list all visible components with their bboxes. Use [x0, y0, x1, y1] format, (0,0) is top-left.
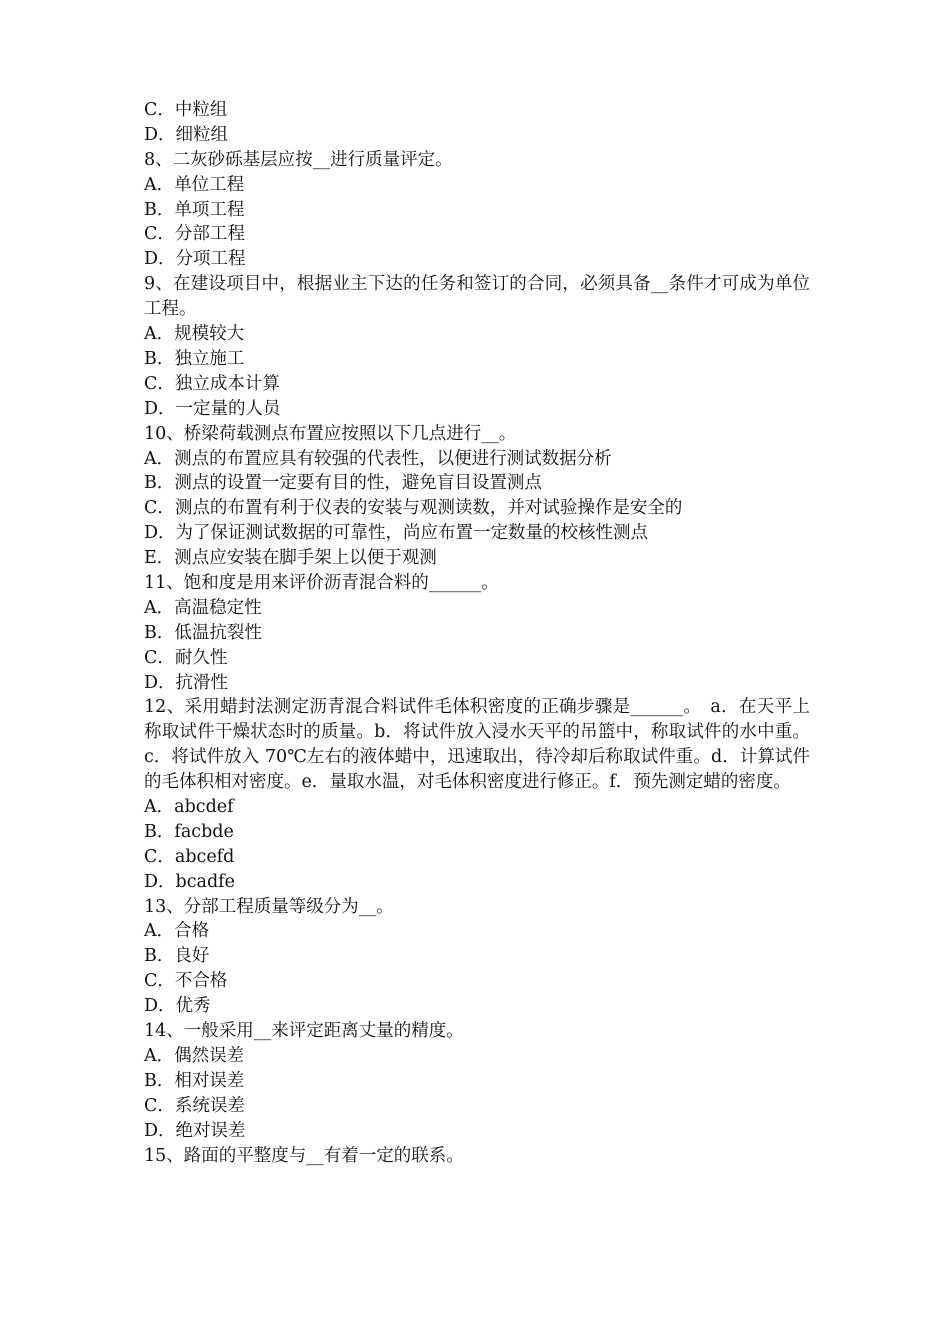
text-line: C．中粒组 — [144, 100, 228, 120]
text-line: C．独立成本计算 — [144, 373, 280, 394]
text-line: B．单项工程 — [144, 199, 245, 220]
text-line: C．abcefd — [144, 846, 235, 867]
text-line: B．相对误差 — [144, 1070, 245, 1091]
text-line: 8、二灰砂砾基层应按__进行质量评定。 — [144, 149, 453, 170]
text-line: B．独立施工 — [144, 348, 245, 369]
text-block-top — [144, 98, 810, 272]
text-line: D．抗滑性 — [144, 672, 229, 693]
text-line: C．测点的布置有利于仪表的安装与观测读数，并对试验操作是安全的 — [144, 498, 683, 519]
text-line: B．低温抗裂性 — [144, 622, 262, 643]
text-line: E．测点应安装在脚手架上以便于观测 — [144, 548, 437, 569]
text-line: C．分部工程 — [144, 224, 245, 245]
text-line: A．高温稳定性 — [144, 597, 262, 618]
text-line: D．一定量的人员 — [144, 398, 281, 419]
text-line: D．为了保证测试数据的可靠性，尚应布置一定数量的校核性测点 — [144, 523, 649, 544]
text-line: B．良好 — [144, 946, 210, 967]
question-9-text: 9、在建设项目中，根据业主下达的任务和签订的合同，必须具备__条件才可成为单位工程。 — [144, 274, 810, 320]
text-line: 10、桥梁荷载测点布置应按照以下几点进行__。 — [144, 423, 517, 444]
text-line: 15、路面的平整度与__有着一定的联系。 — [144, 1145, 464, 1166]
text-line: A．合格 — [144, 921, 210, 942]
text-line: A．规模较大 — [144, 324, 245, 345]
text-line: A．测点的布置应具有较强的代表性，以便进行测试数据分析 — [144, 448, 612, 469]
text-line: A．单位工程 — [144, 174, 245, 195]
text-line: 13、分部工程质量等级分为__。 — [144, 896, 394, 917]
text-block-bottom — [144, 795, 810, 1168]
text-line: C．系统误差 — [144, 1095, 245, 1116]
text-line: C．不合格 — [144, 971, 228, 992]
text-line: A．偶然误差 — [144, 1045, 245, 1066]
text-line: B．测点的设置一定要有目的性，避免盲目设置测点 — [144, 473, 542, 494]
text-line: D．绝对误差 — [144, 1120, 246, 1141]
text-line: C．耐久性 — [144, 647, 228, 668]
text-block-middle — [144, 322, 810, 695]
text-line: 14、一般采用__来评定距离丈量的精度。 — [144, 1021, 464, 1042]
question-12-text: 12、采用蜡封法测定沥青混合料试件毛体积密度的正确步骤是______。 a．在天平上称取试件干燥状态时的质量。b．将试件放入浸水天平的吊篮中，称取试件的水中重。c．将试件放入 70℃左右的液体蜡中，迅速取出，待冷却后称取试件重。d．计算试件的毛体积相对密度。e．量取水温，对毛体积密度进行修正。f．预先测定蜡的密度。 — [144, 697, 810, 793]
text-line: 11、饱和度是用来评价沥青混合料的______。 — [144, 572, 499, 593]
text-line: D．细粒组 — [144, 124, 229, 145]
text-line: D．优秀 — [144, 996, 211, 1017]
text-line: D．bcadfe — [144, 871, 236, 892]
text-line: D．分项工程 — [144, 249, 246, 270]
text-line: A．abcdef — [144, 797, 234, 818]
text-line: B．facbde — [144, 821, 234, 842]
